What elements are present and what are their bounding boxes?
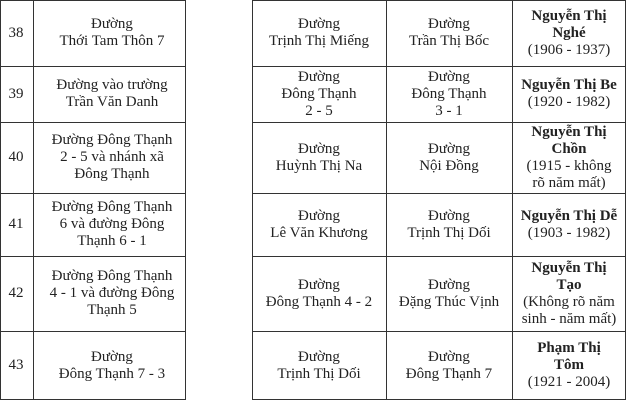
person-name bbox=[512, 0, 626, 66]
row-number bbox=[0, 0, 32, 66]
row-divider bbox=[0, 122, 185, 123]
old-street-name bbox=[40, 256, 184, 331]
street-a-text: Đường bbox=[298, 140, 340, 157]
old-street-text: Thạnh 5 bbox=[87, 302, 137, 318]
row-divider bbox=[0, 331, 185, 332]
row-divider bbox=[0, 193, 185, 194]
person-name-text: Nghé bbox=[552, 24, 586, 41]
old-street-text: Đường bbox=[91, 348, 133, 365]
street-a-text: Đông Thạnh 4 - 2 bbox=[265, 293, 373, 310]
street-a-text: Đường bbox=[298, 68, 340, 85]
old-street-name bbox=[40, 193, 184, 256]
row-number-text: 39 bbox=[8, 85, 24, 102]
row-number-text: 38 bbox=[8, 24, 24, 41]
person-years-text: (1906 - 1937) bbox=[527, 41, 611, 58]
person-name-text: Phạm Thị bbox=[537, 340, 601, 356]
old-street-text: Trần Văn Danh bbox=[65, 94, 159, 110]
street-a-text: Trịnh Thị Dối bbox=[277, 365, 361, 382]
street-a-text: 2 - 5 bbox=[305, 102, 333, 119]
row-number-text: 42 bbox=[8, 285, 24, 301]
old-street-text: Thới Tam Thôn 7 bbox=[59, 33, 165, 49]
street-b-text: Đặng Thúc Vịnh bbox=[398, 293, 500, 310]
row-divider bbox=[252, 0, 626, 1]
row-number bbox=[0, 193, 32, 256]
person-years-text: (1920 - 1982) bbox=[527, 94, 611, 110]
old-street-text: 6 và đường Đông bbox=[59, 216, 165, 232]
street-segment-b bbox=[386, 256, 512, 331]
table-row bbox=[0, 0, 626, 66]
street-segment-b bbox=[386, 66, 512, 122]
street-segment-a bbox=[252, 66, 386, 122]
row-divider bbox=[252, 122, 626, 123]
old-street-text: Đông Thạnh 7 - 3 bbox=[58, 365, 166, 382]
street-a-text: Đường bbox=[298, 276, 340, 293]
person-name bbox=[512, 122, 626, 193]
row-divider bbox=[252, 256, 626, 257]
street-b-text: Trần Thị Bốc bbox=[408, 33, 489, 49]
row-divider bbox=[252, 193, 626, 194]
row-number bbox=[0, 66, 32, 122]
table-row bbox=[0, 66, 626, 122]
table-row bbox=[0, 331, 626, 400]
street-segment-a bbox=[252, 0, 386, 66]
street-segment-a bbox=[252, 331, 386, 400]
street-b-text: Đường bbox=[428, 348, 470, 365]
column-divider bbox=[512, 0, 513, 400]
street-segment-a bbox=[252, 193, 386, 256]
old-street-text: Đường Đông Thạnh bbox=[51, 132, 173, 148]
row-number bbox=[0, 256, 32, 331]
person-name-text: Tôm bbox=[554, 357, 584, 373]
old-street-text: Đông Thạnh bbox=[74, 166, 150, 182]
old-street-text: Đường bbox=[91, 16, 133, 32]
old-street-text: Đường vào trường bbox=[56, 77, 168, 93]
street-segment-b bbox=[386, 0, 512, 66]
street-a-text: Đường bbox=[298, 348, 340, 365]
old-street-name bbox=[40, 0, 184, 66]
street-b-text: Đường bbox=[428, 276, 470, 293]
row-number-text: 40 bbox=[8, 149, 24, 165]
row-divider bbox=[252, 331, 626, 332]
person-name bbox=[512, 66, 626, 122]
street-b-text: 3 - 1 bbox=[435, 102, 463, 119]
person-years-text: (1915 - không bbox=[526, 157, 612, 174]
row-number bbox=[0, 331, 32, 400]
person-years-text: (1903 - 1982) bbox=[527, 224, 611, 241]
column-divider bbox=[185, 0, 186, 400]
old-street-name bbox=[40, 331, 184, 400]
street-a-text: Đường bbox=[298, 16, 340, 32]
old-street-text: 4 - 1 và đường Đông bbox=[49, 285, 175, 301]
street-a-text: Lê Văn Khương bbox=[270, 224, 368, 241]
table-row bbox=[0, 256, 626, 331]
row-divider bbox=[252, 66, 626, 67]
person-name-text: Nguyễn Thị bbox=[531, 259, 607, 276]
person-name-text: Nguyễn Thị Be bbox=[521, 77, 617, 93]
person-name bbox=[512, 256, 626, 331]
street-b-text: Đông Thạnh 7 bbox=[405, 365, 493, 382]
street-segment-a bbox=[252, 122, 386, 193]
old-street-text: Thạnh 6 - 1 bbox=[77, 233, 147, 249]
column-divider bbox=[0, 0, 1, 400]
old-street-text: Đường Đông Thạnh bbox=[51, 268, 173, 284]
person-name bbox=[512, 193, 626, 256]
row-number-text: 41 bbox=[8, 216, 24, 232]
old-street-name bbox=[40, 66, 184, 122]
column-divider bbox=[386, 0, 387, 400]
street-b-text: Đường bbox=[428, 16, 470, 32]
table-row bbox=[0, 122, 626, 193]
row-number-text: 43 bbox=[8, 357, 24, 373]
street-a-text: Đường bbox=[298, 207, 340, 224]
old-street-text: 2 - 5 và nhánh xã bbox=[60, 149, 164, 165]
street-b-text: Nội Đồng bbox=[419, 157, 479, 174]
old-street-name bbox=[40, 122, 184, 193]
table-row bbox=[0, 193, 626, 256]
street-segment-a bbox=[252, 256, 386, 331]
street-b-text: Trịnh Thị Dối bbox=[407, 224, 491, 241]
street-b-text: Đường bbox=[428, 68, 470, 85]
street-b-text: Đường bbox=[428, 140, 470, 157]
street-a-text: Đông Thạnh bbox=[281, 85, 357, 102]
column-divider bbox=[33, 0, 34, 400]
column-divider bbox=[252, 0, 253, 400]
row-number bbox=[0, 122, 32, 193]
person-years-text: rõ năm mất) bbox=[532, 174, 606, 191]
person-years-text: (Không rõ năm bbox=[523, 293, 615, 310]
person-name-text: Nguyễn Thị bbox=[531, 123, 607, 140]
old-street-text: Đường Đông Thạnh bbox=[51, 199, 173, 215]
person-name-text: Chồn bbox=[551, 140, 587, 157]
street-segment-b bbox=[386, 122, 512, 193]
person-name-text: Nguyễn Thị Dễ bbox=[520, 207, 618, 224]
person-name bbox=[512, 331, 626, 400]
street-segment-b bbox=[386, 331, 512, 400]
street-b-text: Đông Thạnh bbox=[411, 85, 487, 102]
person-name-text: Nguyễn Thị bbox=[531, 7, 607, 24]
person-name-text: Tạo bbox=[556, 276, 582, 293]
person-years-text: sinh - năm mất) bbox=[521, 310, 617, 327]
row-divider bbox=[0, 0, 185, 1]
row-divider bbox=[0, 66, 185, 67]
street-a-text: Huỳnh Thị Na bbox=[275, 157, 363, 174]
street-a-text: Trịnh Thị Miếng bbox=[268, 33, 370, 49]
street-segment-b bbox=[386, 193, 512, 256]
street-b-text: Đường bbox=[428, 207, 470, 224]
person-years-text: (1921 - 2004) bbox=[527, 374, 611, 390]
row-divider bbox=[0, 256, 185, 257]
